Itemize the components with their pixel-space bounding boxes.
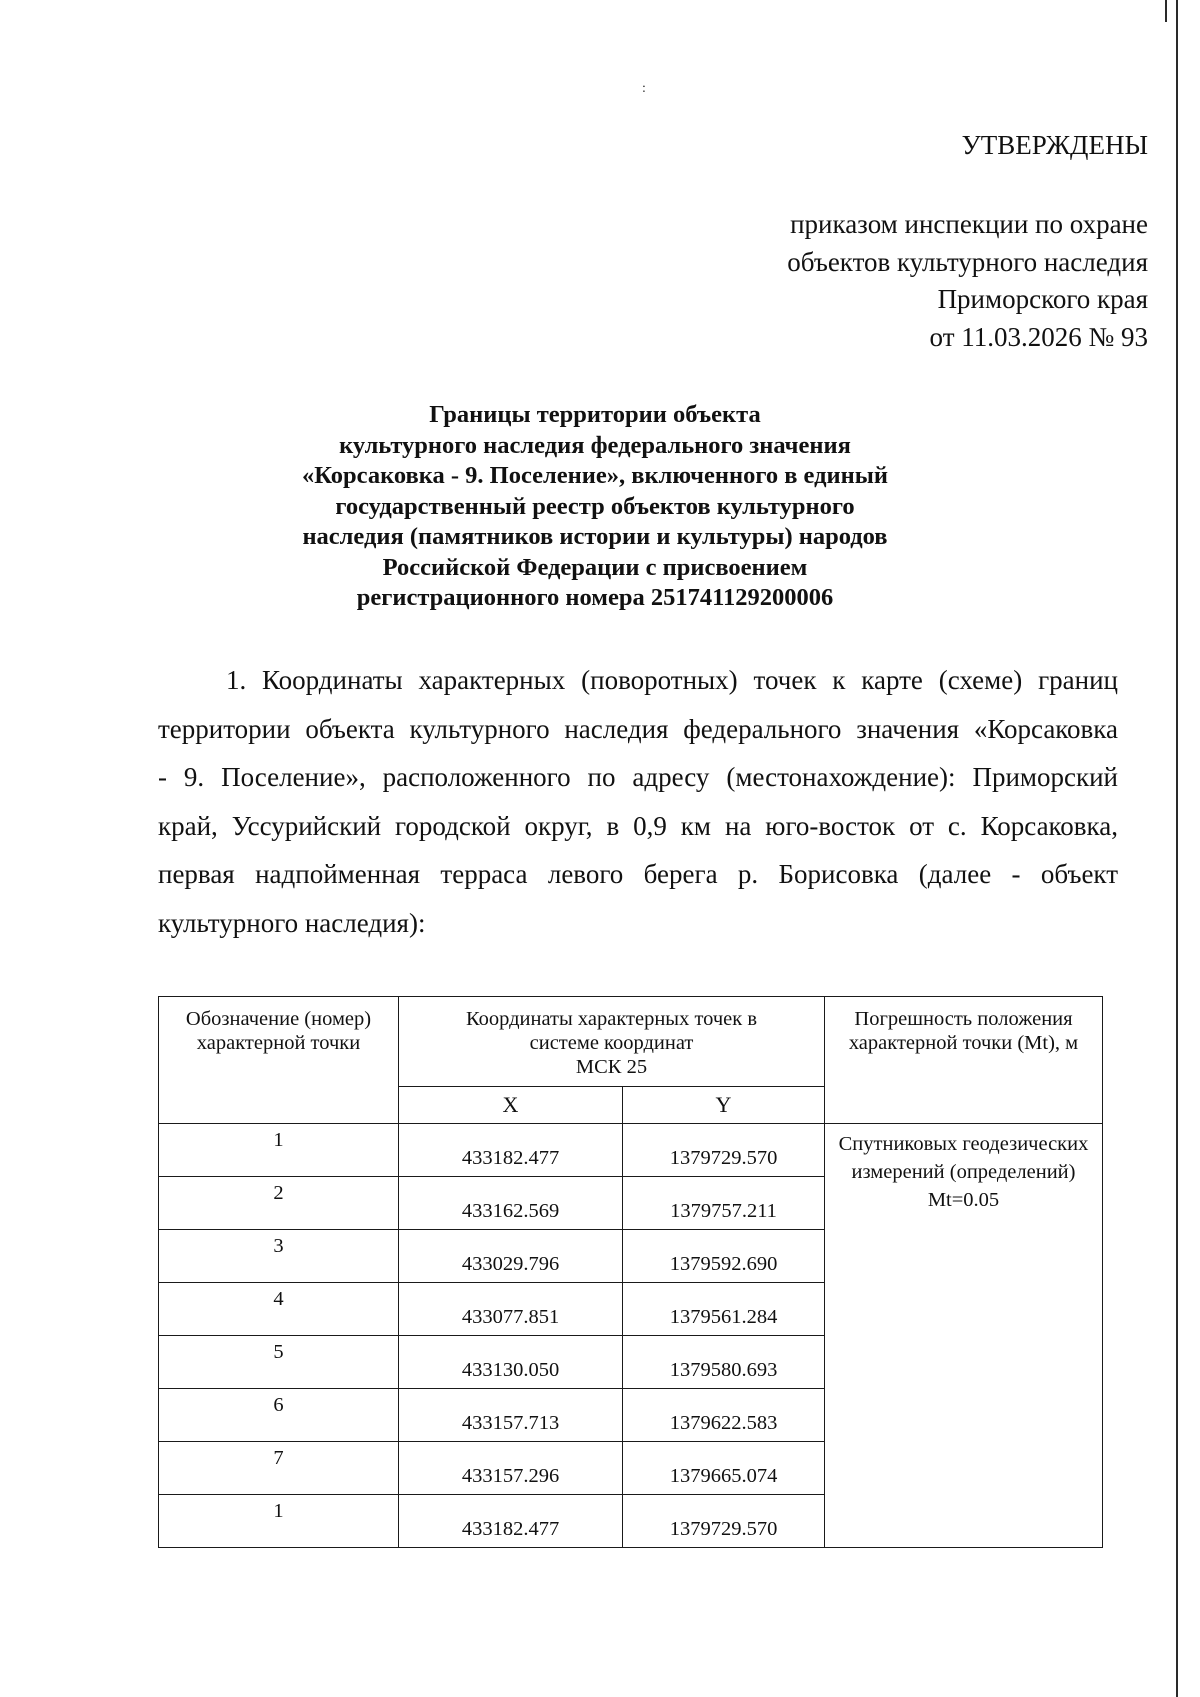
cell-point: 3 [159, 1230, 399, 1283]
scan-edge-line [1176, 0, 1178, 1697]
title-line: государственный реестр объектов культурного [335, 492, 855, 520]
cell-y: 1379757.211 [623, 1177, 825, 1230]
cell-point: 5 [159, 1336, 399, 1389]
title-line: Границы территории объекта [429, 401, 761, 428]
scan-edge-mark [1165, 0, 1167, 22]
title-line: наследия (памятников истории и культуры) народов [302, 523, 888, 550]
order-line: приказом инспекции по охране [790, 209, 1148, 239]
cell-x: 433157.296 [399, 1442, 623, 1495]
cell-y: 1379729.570 [623, 1124, 825, 1177]
cell-point: 1 [159, 1124, 399, 1177]
header-coordinates [399, 997, 825, 1087]
order-date-number: от 11.03.2026 № 93 [929, 321, 1148, 352]
header-accuracy: Погрешность положения характерной точки (Mt), м [825, 997, 1103, 1124]
table-row [159, 1124, 1103, 1177]
document-title [155, 400, 1035, 614]
order-line: Приморского края [937, 284, 1148, 314]
cell-y: 1379622.583 [623, 1389, 825, 1442]
paragraph-text: Координаты характерных (поворотных) точек к карте (схеме) границ [262, 665, 1118, 695]
coordinates-table [158, 996, 1103, 1548]
cell-x: 433029.796 [399, 1230, 623, 1283]
cell-x: 433130.050 [399, 1336, 623, 1389]
paragraph-line: культурного наследия): [158, 907, 426, 938]
title-line: регистрационного номера 251741129200006 [356, 584, 834, 611]
cell-point: 4 [159, 1283, 399, 1336]
cell-y: 1379580.693 [623, 1336, 825, 1389]
approved-stamp-text: УТВЕРЖДЕНЫ [961, 130, 1148, 160]
cell-point: 2 [159, 1177, 399, 1230]
paragraph-line [158, 656, 1118, 705]
title-line: «Корсаковка - 9. Поселение», включенного в единый [302, 462, 888, 489]
header-x: X [399, 1087, 623, 1124]
header-coordinates-line: МСК 25 [575, 1056, 648, 1078]
cell-accuracy: Спутниковых геодезических измерений (определений) Mt=0.05 [825, 1124, 1103, 1548]
order-reference [787, 206, 1148, 356]
cell-point: 1 [159, 1495, 399, 1548]
paragraph-line: - 9. Поселение», расположенного по адресу (местонахождение): Приморский [158, 762, 1118, 793]
paragraph-line: первая надпойменная терраса левого берега р. Борисовка (далее - объект [158, 859, 1118, 890]
scan-speck: : [642, 81, 646, 96]
cell-x: 433077.851 [399, 1283, 623, 1336]
cell-y: 1379592.690 [623, 1230, 825, 1283]
cell-point: 7 [159, 1442, 399, 1495]
coordinates-paragraph [158, 656, 1118, 948]
cell-x: 433182.477 [399, 1124, 623, 1177]
title-line: культурного наследия федерального значения [339, 431, 851, 459]
paragraph-line: территории объекта культурного наследия федерального значения «Корсаковка [158, 713, 1118, 744]
cell-x: 433162.569 [399, 1177, 623, 1230]
paragraph-line: край, Уссурийский городской округ, в 0,9 км на юго-восток от с. Корсаковка, [158, 810, 1118, 841]
cell-x: 433182.477 [399, 1495, 623, 1548]
header-coordinates-line: Координаты характерных точек в [465, 1008, 758, 1030]
paragraph-number: 1. [226, 665, 247, 695]
order-line: объектов культурного наследия [787, 246, 1148, 277]
header-y: Y [623, 1087, 825, 1124]
cell-x: 433157.713 [399, 1389, 623, 1442]
header-coordinates-line: системе координат [529, 1032, 694, 1054]
cell-point: 6 [159, 1389, 399, 1442]
title-line: Российской Федерации с присвоением [382, 553, 808, 581]
cell-y: 1379665.074 [623, 1442, 825, 1495]
cell-y: 1379729.570 [623, 1495, 825, 1548]
header-point: Обозначение (номер) характерной точки [159, 997, 399, 1124]
cell-y: 1379561.284 [623, 1283, 825, 1336]
